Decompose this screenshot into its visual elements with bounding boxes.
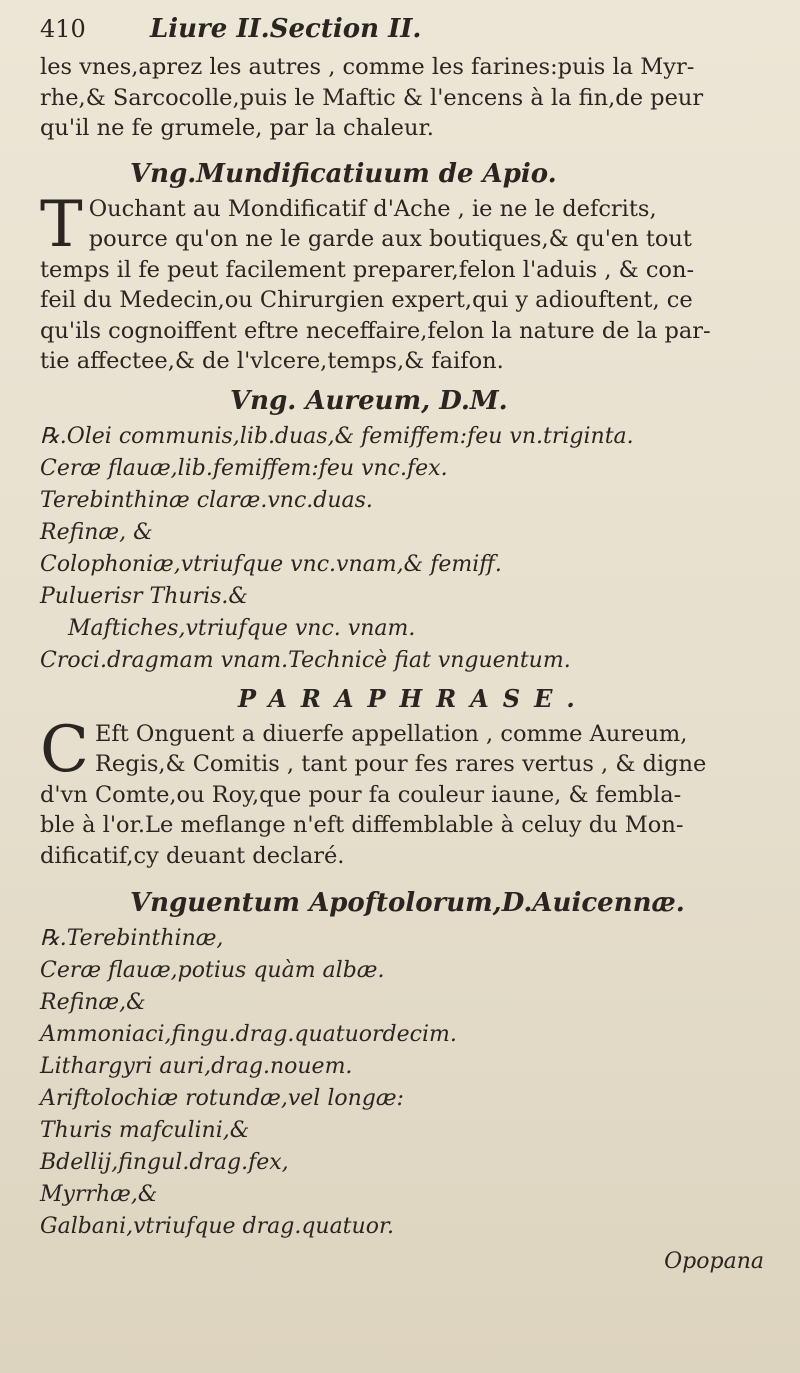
page-number: 410 [40,15,86,43]
catchword: Opopana [664,1249,764,1274]
text-line: tie affectee,& de l'vlcere,temps,& faifon. [40,348,504,374]
text-line: Regis,& Comitis , tant pour fes rares vertus , & digne [94,751,707,777]
recipe-line: ℞.Terebinthinæ, [40,926,224,951]
text-line: d'vn Comte,ou Roy,que pour fa couleur iaune, & fembla- [40,781,682,808]
paragraph-paraphrase [40,712,772,872]
recipe-line: Thuris mafculini,& [40,1118,250,1143]
recipe-aureum [40,421,772,677]
running-title: Liure II.Section II. [150,14,422,44]
recipe-line: Terebinthinæ claræ.vnc.duas. [40,487,373,513]
text-line: dificatif,cy deuant declaré. [40,842,345,869]
intro-text [40,52,772,144]
recipe-line: Refinæ,& [40,990,146,1015]
recipe-line: Puluerisr Thuris.& [40,583,248,609]
recipe-line: Ceræ flauæ,potius quàm albæ. [40,958,385,983]
text-line: ble à l'or.Le meflange n'eft diffemblable à celuy du Mon- [40,812,684,838]
text-line: qu'ils cognoiffent eftre neceffaire,felon la nature de la par- [40,317,711,344]
recipe-line: Galbani,vtriufque drag.quatuor. [40,1214,395,1239]
drop-cap: C [40,712,89,787]
recipe-line: Croci.dragmam vnam.Technicè fiat vnguentum. [40,647,571,673]
recipe-line: Ammoniaci,fingu.drag.quatuordecim. [40,1022,457,1047]
text-line: les vnes,aprez les autres , comme les farines:puis la Myr- [40,54,695,80]
recipe-line: Lithargyri auri,drag.nouem. [40,1054,353,1079]
text-line: feil du Medecin,ou Chirurgien expert,qui y adiouftent, ce [40,287,693,313]
section-heading-apio: Vng.Mundificatiuum de Apio. [130,158,557,189]
recipe-line: Colophoniæ,vtriufque vnc.vnam,& femiff. [40,551,502,577]
text-line: pource qu'on ne le garde aux boutiques,& qu'en tout [88,226,692,252]
recipe-apostolorum [40,923,772,1243]
drop-cap: T [40,187,83,262]
recipe-line: Ceræ flauæ,lib.femiffem:feu vnc.fex. [40,455,448,481]
text-line: Ouchant au Mondificatif d'Ache , ie ne le defcrits, [88,195,657,222]
recipe-line: ℞.Olei communis,lib.duas,& femiffem:feu vn.triginta. [40,423,634,449]
text-line: qu'il ne fe grumele, par la chaleur. [40,115,434,141]
text-line: rhe,& Sarcocolle,puis le Maftic & l'encens à la fin,de peur [40,84,704,111]
recipe-line: Refinæ, & [40,519,153,545]
section-heading-aureum: Vng. Aureum, D.M. [230,385,508,416]
running-head [40,14,772,52]
text-line: temps il fe peut facilement preparer,felon l'aduis , & con- [40,256,695,283]
recipe-line: Bdellij,fingul.drag.fex, [40,1150,289,1175]
recipe-line: Myrrhæ,& [40,1182,158,1207]
text-line: Eft Onguent a diuerfe appellation , comme Aureum, [94,720,688,747]
recipe-line: Maftiches,vtriufque vnc. vnam. [68,615,416,641]
recipe-line: Ariftolochiæ rotundæ,vel longæ: [40,1086,404,1111]
section-heading-apostolorum: Vnguentum Apoftolorum,D.Auicennæ. [130,888,685,918]
paragraph-apio [40,187,772,377]
paraphrase-heading: PARAPHRASE. [238,683,589,713]
